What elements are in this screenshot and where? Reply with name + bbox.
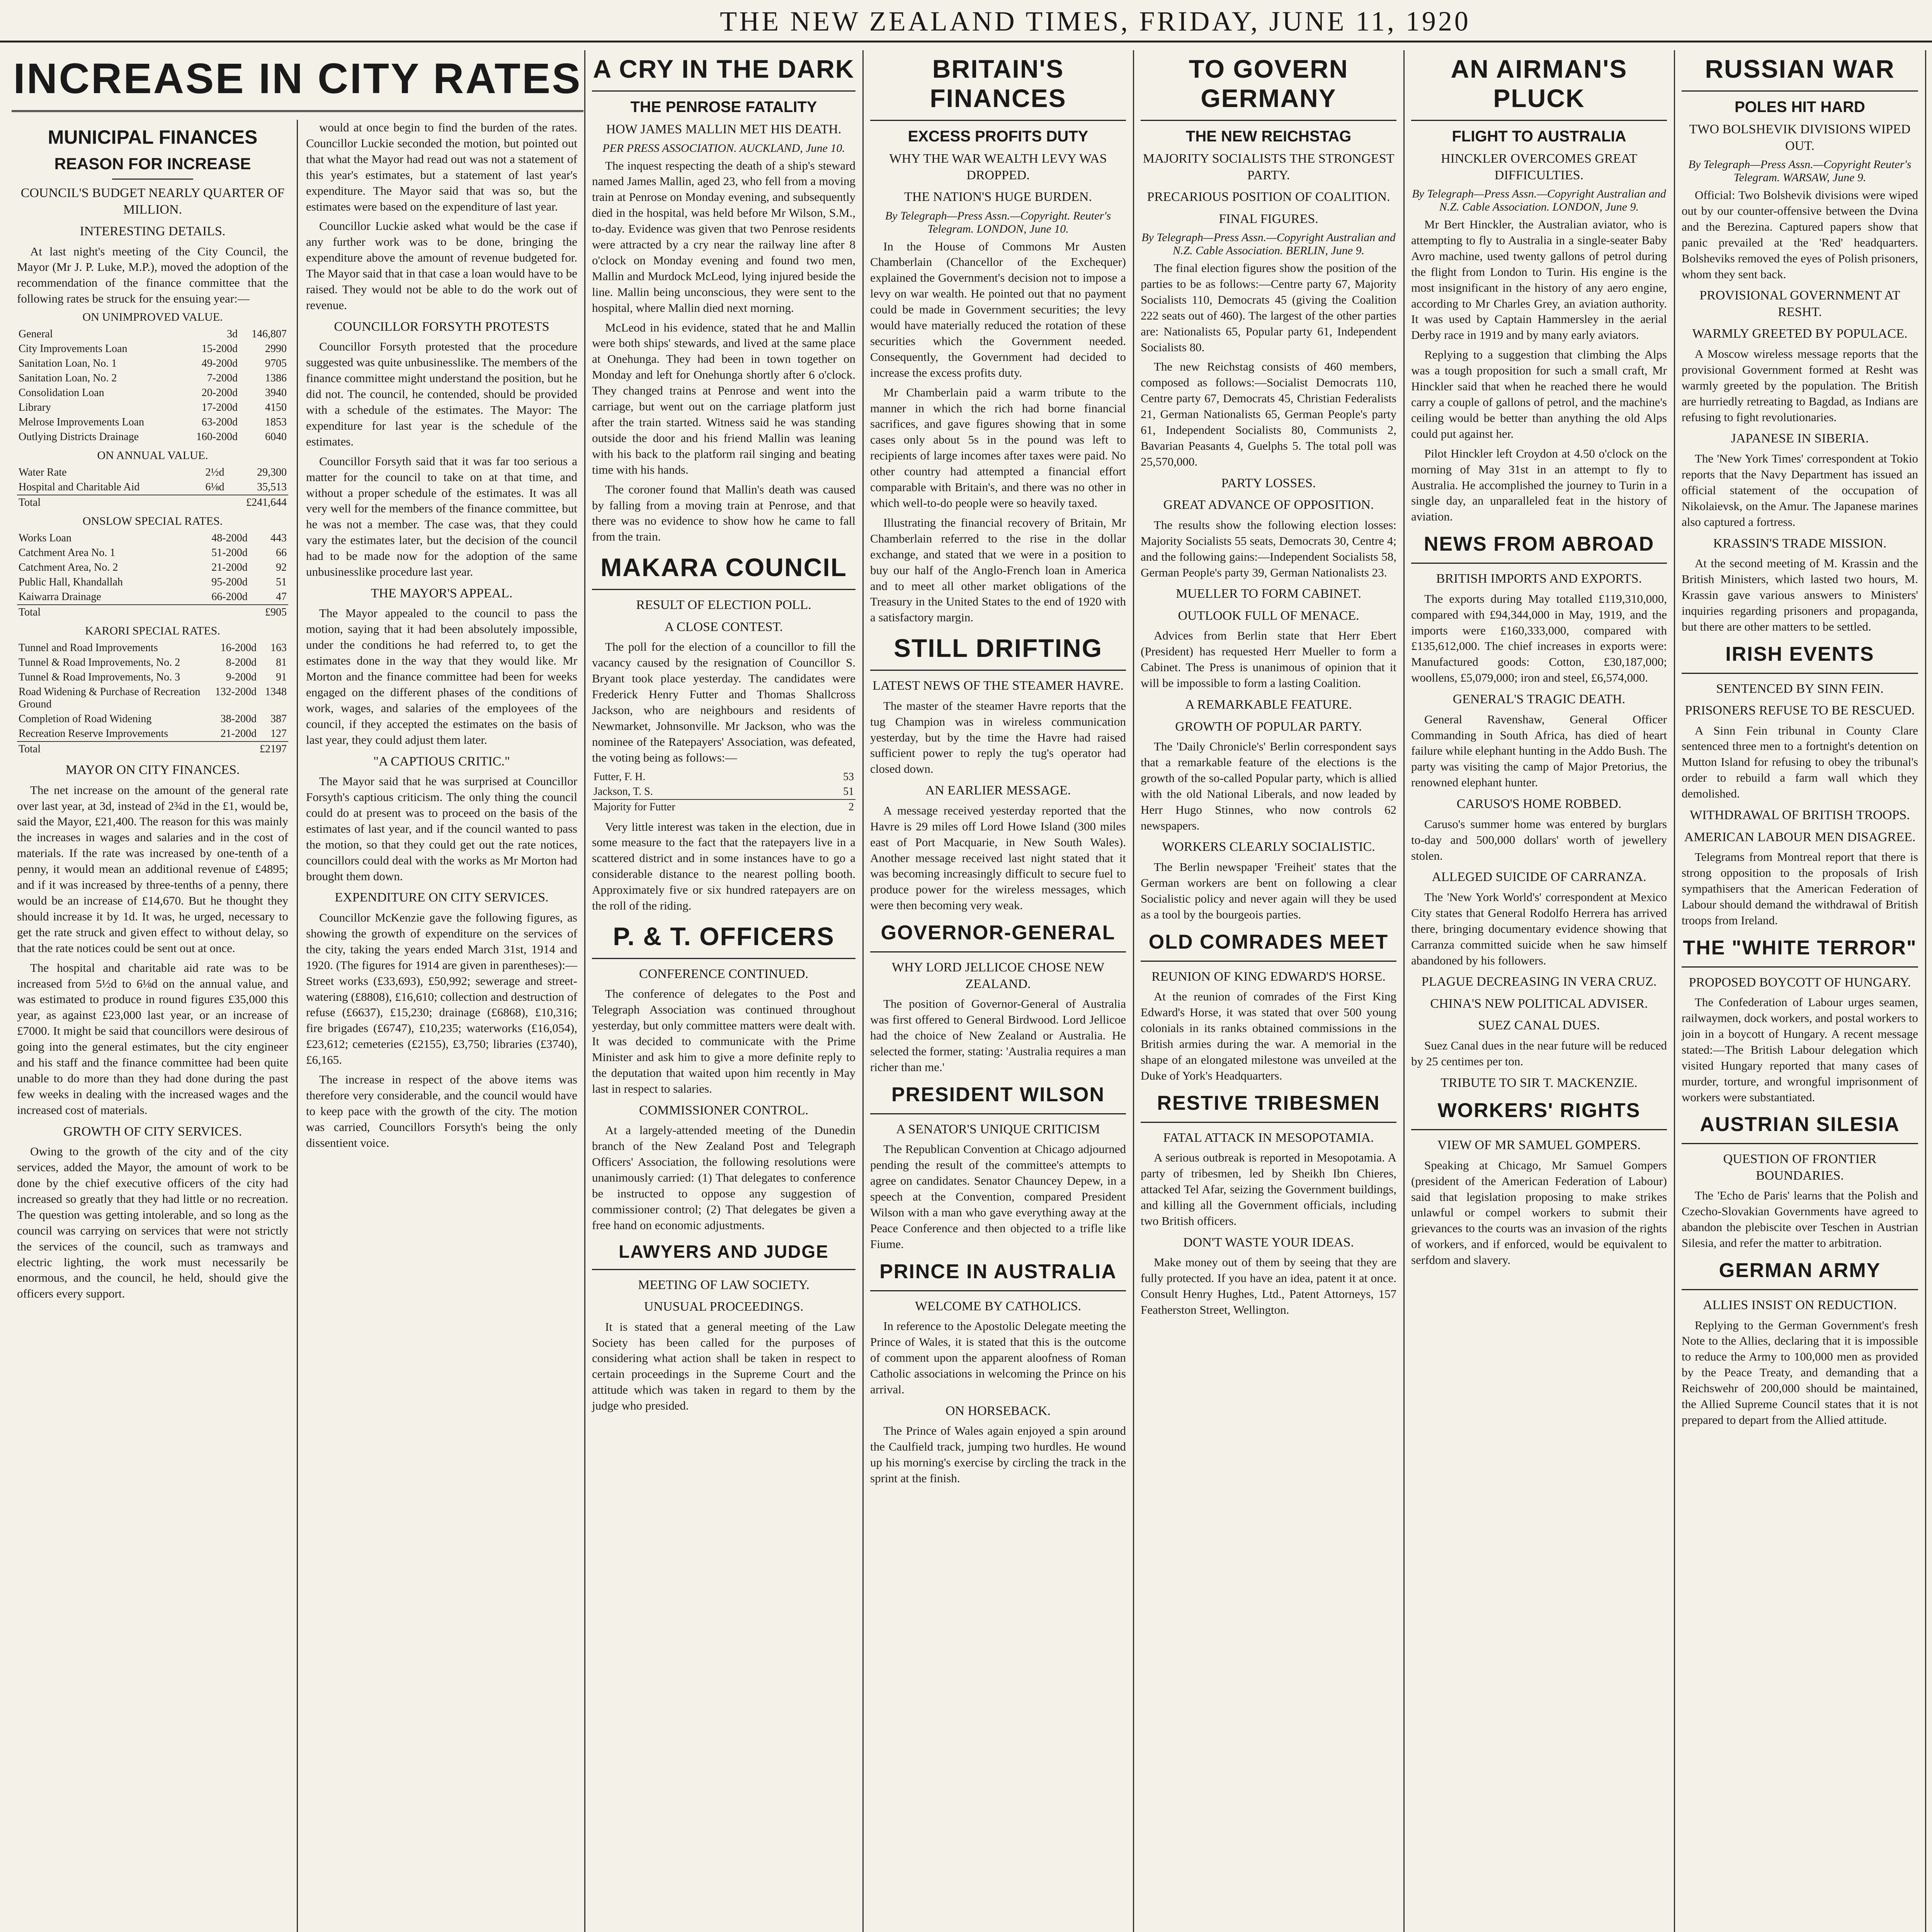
irish-paragraph-2: Telegrams from Montreal report that there is strong opposition to the proposals of Irish sympathisers that the American Federation of Labour should demand the withdrawal of British troops from Ireland.: [1682, 850, 1918, 927]
onslow-rates-table: [17, 531, 288, 620]
table-value-cell: 1386: [265, 372, 287, 384]
carranza-paragraph: The 'New York World's' correspondent at Mexico City states that General Rodolfo Herrera has arrived there, bringing documentary evidence showing that Carranza committed suicide when he saw himself abandoned by his followers.: [1411, 890, 1667, 967]
table-value-cell: 21-200d: [220, 728, 257, 740]
table-label-cell: Hospital and Charitable Aid: [19, 481, 140, 493]
table-row: [17, 546, 288, 560]
president-wilson-banner: PRESIDENT WILSON: [870, 1079, 1126, 1114]
siberia-paragraph: The 'New York Times' correspondent at Tokio reports that the Navy Department has issued an official statement of the occupation of Nikolaievsk, on the Amur. The Japanese marines also captured a fortress.: [1682, 451, 1918, 529]
dateline: By Telegraph—Press Assn.—Copyright Reuter's Telegram. WARSAW, June 9.: [1688, 158, 1912, 184]
governor-general-banner: GOVERNOR-GENERAL: [870, 917, 1126, 952]
hinckler-subheading: HINCKLER OVERCOMES GREAT DIFFICULTIES.: [1440, 151, 1638, 182]
krassin-paragraph: At the second meeting of M. Krassin and the British Ministers, which lasted two hours, M. Krassin gave various answers to Ministers' inquiries regarding prisoners and propaganda, but there are other matters to be settled.: [1682, 556, 1918, 633]
table-row: [592, 784, 855, 799]
reichstag-paragraph-5: The 'Daily Chronicle's' Berlin correspondent says that a remarkable feature of the elections is the growth of the so-called Popular party, which is allied with the old National Liberals, and now leaded by Herr Hugo Stinnes, who now controls 62 newspapers.: [1141, 740, 1396, 832]
table-row: [17, 400, 288, 415]
captious-critic-heading: "A CAPTIOUS CRITIC.": [373, 754, 510, 769]
table-value-cell: £241,644: [226, 495, 288, 510]
patent-advert: Make money out of them by seeing that they are fully protected. If you have an idea, patent it at once. Consult Henry Hughes, Ltd., Patent Attorneys, 157 Featherston Street, Wellington.: [1141, 1255, 1396, 1316]
pt-paragraph-2: At a largely-attended meeting of the Dunedin branch of the New Zealand Post and Telegraph Officers' Association, the following resolutions were unanimously carried: (1) That delegates to conference be instructed to oppose any suggestion of commissioner control; (2) That delegates be given a free hand on economic adjustments.: [592, 1123, 855, 1232]
table-value-cell: 29,300: [257, 466, 287, 479]
table-label-cell: Road Widening & Purchase of Recreation Ground: [19, 686, 201, 711]
divider: [112, 179, 194, 180]
airman-paragraph-2: Replying to a suggestion that climbing the Alps was a tough proposition for such a small craft, Mr Hinckler said that when he reached there he would carry a couple of gallons of petrol, and the machine's ceiling would be better than anything the old Alps could put against her.: [1411, 348, 1667, 440]
troops-subheading: WITHDRAWAL OF BRITISH TROOPS.: [1690, 808, 1910, 823]
table-value-cell: 1853: [265, 416, 287, 429]
irish-paragraph-1: A Sinn Fein tribunal in County Clare sentenced three men to a fortnight's detention on Mutton Island for refusing to obey the tribunal's order to rebuild a farm wall which they demolished.: [1682, 723, 1918, 801]
table-row: [17, 590, 288, 605]
table-value-cell: £2197: [258, 742, 288, 757]
table-label-cell: Completion of Road Widening: [19, 713, 152, 725]
dateline: By Telegraph—Press Assn.—Copyright Australian and N.Z. Cable Association. BERLIN, June 9.: [1141, 231, 1396, 257]
table-row: [17, 327, 288, 342]
masthead: [0, 0, 1932, 43]
restive-tribesmen-banner: RESTIVE TRIBESMEN: [1141, 1088, 1396, 1123]
china-adviser-subheading: CHINA'S NEW POLITICAL ADVISER.: [1430, 996, 1648, 1011]
karori-rates-table: [17, 641, 288, 757]
table-value-cell: 66: [276, 547, 287, 559]
budget-subheading: COUNCIL'S BUDGET NEARLY QUARTER OF MILLION.: [20, 186, 285, 217]
intro-paragraph: At last night's meeting of the City Council, the Mayor (Mr J. P. Luke, M.P.), moved the adoption of the recommendation of the finance committee that the following rates be struck for the ensuing year:—: [17, 244, 288, 306]
table-row: [17, 386, 288, 400]
suez-paragraph: Suez Canal dues in the near future will be reduced by 25 centimes per ton.: [1411, 1038, 1667, 1068]
mayors-appeal-heading: THE MAYOR'S APPEAL.: [371, 586, 513, 600]
flight-heading: FLIGHT TO AUSTRALIA: [1452, 128, 1626, 145]
table-value-cell: 7-200d: [207, 372, 238, 384]
council-paragraph-2: Councillor Luckie asked what would be the case if any further work was to be done, bringing the expenditure above the amount of revenue budgeted for. The Mayor said that in that case a loan would have to be raised. They would not be able to do the work out of revenue.: [306, 219, 577, 312]
mayor-paragraph-1: The net increase on the amount of the general rate over last year, at 3d, instead of 2¾d in the £1, would be, said the Mayor, £21,400. The reason for this was mainly the increases in wages and salaries and in the cost of materials. If the rate was increased by one-tenth of a penny, it would mean an additional revenue of £4895; and if it was increased by three-tenths of a penny, there would be an increase of £14,670. But he thought they should increase it by 1d. It was, he urged, necessary to get the rate struck and given effect to without delay, so that the rate notices could be sent out at once.: [17, 783, 288, 955]
table-value-cell: 387: [270, 713, 287, 725]
table-row: [17, 531, 288, 546]
table-value-cell: 21-200d: [211, 561, 248, 574]
table-row: [17, 342, 288, 356]
column-rule: [584, 50, 585, 1932]
russian-war-banner: RUSSIAN WAR: [1682, 50, 1918, 92]
havre-paragraph-2: A message received yesterday reported that the Havre is 29 miles off Lord Howe Island (300 miles east of Port Macquarie, in New South Wales). Another message received last night stated that it was becoming increasingly difficult to secure fuel to produce power for the wireless messages, which were then becoming very weak.: [870, 803, 1126, 912]
table-value-cell: 4150: [265, 401, 287, 414]
reichstag-paragraph-1: The final election figures show the position of the parties to be as follows:—Centre party 67, Majority Socialists 110, Democrats 45 (giving the Coalition 222 seats out of 460). The largest of the other parties are: Nationalists 65, Popular party 61, Independent Socialists 80.: [1141, 261, 1396, 354]
silesia-paragraph: The 'Echo de Paris' learns that the Polish and Czecho-Slovakian Governments have agreed to abandon the plebiscite over Teschen in Austrian Silesia, and refer the matter to arbitration.: [1682, 1189, 1918, 1250]
suez-subheading: SUEZ CANAL DUES.: [1478, 1018, 1600, 1033]
table-row: [17, 712, 288, 726]
lawyers-paragraph: It is stated that a general meeting of the Law Society has been called for the purposes of considering what action shall be taken in respect to certain proceedings in the Supreme Court and the attitude which was taken in regard to them by the judge who presided.: [592, 1320, 855, 1413]
airman-paragraph-3: Pilot Hinckler left Croydon at 4.50 o'clock on the morning of May 31st in an attempt to fly to Australia. He accomplished the journey to Turin in a single day, an unparalleled feat in the history of aviation.: [1411, 446, 1667, 524]
resht-paragraph: A Moscow wireless message reports that the provisional Government formed at Resht was warmly greeted by the population. The British are hurriedly retreating to Bagdad, as Indians are refusing to fight revolutionaries.: [1682, 347, 1918, 424]
table-label-cell: General: [19, 328, 53, 340]
krassin-subheading: KRASSIN'S TRADE MISSION.: [1713, 536, 1887, 551]
airman-paragraph-1: Mr Bert Hinckler, the Australian aviator, who is attempting to fly to Australia in a single-seater Baby Avro machine, used twenty gallons of petrol during the flight from London to Turin. His engine is the most insignificant in the history of any aero engine, according to Mr Charles Grey, an aviation authority. It was used by Captain Hammersley in the aerial Derby race in 1919 and by many early aviators.: [1411, 218, 1667, 342]
reichstag-paragraph-6: The Berlin newspaper 'Freiheit' states that the German workers are bent on following a clear Socialistic policy and never again will they be used as a tool by the bourgeois parties.: [1141, 860, 1396, 921]
city-rates-col-a: [12, 120, 294, 1306]
table-label-cell: Sanitation Loan, No. 2: [19, 372, 117, 384]
airman-banner: AN AIRMAN'S PLUCK: [1411, 50, 1667, 121]
column-2: [587, 50, 861, 1932]
german-army-paragraph: Replying to the German Government's fresh Note to the Allies, declaring that it is impossible to reduce the Army to 100,000 men as provided by the Peace Treaty, and demanding that a Reichswehr of 200,000 should be maintained, the Allied Supreme Council states that it is not prepared to depart from the Allied attitude.: [1682, 1318, 1918, 1427]
poles-heading: POLES HIT HARD: [1735, 99, 1865, 116]
council-paragraph-1: would at once begin to find the burden of the rates. Councillor Luckie seconded the motion, but pointed out that what the Mayor had read out was not a statement of this year's estimates, but a statement of last year's expenditure. The Mayor said that was so, but the estimates were based on the expenditure of last year.: [306, 121, 577, 213]
mallin-subheading: HOW JAMES MALLIN MET HIS DEATH.: [606, 122, 842, 136]
table-value-cell: £905: [249, 605, 288, 620]
city-rates-article: [12, 50, 583, 1932]
table-value-cell: 48-200d: [211, 532, 248, 544]
german-army-banner: GERMAN ARMY: [1682, 1255, 1918, 1290]
table-label-cell: Tunnel & Road Improvements, No. 2: [19, 656, 180, 669]
table-value-cell: 163: [270, 642, 287, 654]
gompers-subheading: VIEW OF MR SAMUEL GOMPERS.: [1437, 1138, 1641, 1153]
havre-paragraph-1: The master of the steamer Havre reports that the tug Champion was in wireless communication yesterday, but by the time the Havre had raised sufficient power to reply the tug's operator had closed down.: [870, 699, 1126, 776]
penrose-heading: THE PENROSE FATALITY: [630, 99, 817, 116]
table-label-cell: Melrose Improvements Loan: [19, 416, 145, 429]
expenditure-paragraph-2: The increase in respect of the above items was therefore very considerable, and the council would have to keep pace with the growth of the city. The motion was carried, Councillors Forsyth's being the only dissentient voice.: [306, 1073, 577, 1150]
bolshevik-subheading: TWO BOLSHEVIK DIVISIONS WIPED OUT.: [1689, 122, 1911, 153]
havre-subheading: LATEST NEWS OF THE STEAMER HAVRE.: [872, 679, 1124, 693]
expenditure-heading: EXPENDITURE ON CITY SERVICES.: [335, 890, 549, 905]
table-label-cell: Works Loan: [19, 532, 71, 544]
sinn-fein-subheading: SENTENCED BY SINN FEIN.: [1716, 681, 1884, 696]
table-value-cell: 35,513: [257, 481, 287, 493]
column-rule: [1133, 50, 1134, 1932]
table-label-cell: Tunnel & Road Improvements, No. 3: [19, 671, 180, 684]
municipal-finances-heading: MUNICIPAL FINANCES: [48, 126, 258, 148]
plague-subheading: PLAGUE DECREASING IN VERA CRUZ.: [1421, 975, 1657, 989]
unusual-subheading: UNUSUAL PROCEEDINGS.: [644, 1299, 804, 1314]
comrades-paragraph: At the reunion of comrades of the First King Edward's Horse, it was stated that over 500 young colonials in its ranks obtained commissions in the British armies during the war. A memorial in the shape of an elongated milestone was unveiled at the Duke of York's Headquarters.: [1141, 990, 1396, 1082]
table-value-cell: 51: [276, 576, 287, 588]
table-value-cell: 51: [843, 785, 854, 798]
growth-heading: GROWTH OF CITY SERVICES.: [63, 1124, 242, 1139]
table-row: [17, 495, 288, 510]
remarkable-feature-subheading: A REMARKABLE FEATURE.: [1185, 697, 1352, 712]
general-death-subheading: GENERAL'S TRAGIC DEATH.: [1452, 692, 1626, 707]
cry-in-dark-banner: A CRY IN THE DARK: [592, 50, 855, 92]
table-value-cell: 160-200d: [196, 431, 238, 443]
prince-paragraph-1: In reference to the Apostolic Delegate meeting the Prince of Wales, it is stated that this is the outcome of comment upon the apparent aloofness of Roman Catholic associations in welcoming the Prince on his arrival.: [870, 1319, 1126, 1396]
mueller-subheading: MUELLER TO FORM CABINET.: [1176, 587, 1361, 601]
commissioner-subheading: COMMISSIONER CONTROL.: [639, 1103, 809, 1117]
table-value-cell: 6⅛d: [205, 481, 224, 493]
finance-paragraph-3: Illustrating the financial recovery of Britain, Mr Chamberlain referred to the rise in the dollar exchange, and stated that we were in a position to buy our half of the Anglo-French loan in America and to meet all other market obligations of the Treasury in the United States to the end of 1920 with a satisfactory margin.: [870, 515, 1126, 624]
mackenzie-subheading: TRIBUTE TO SIR T. MACKENZIE.: [1440, 1075, 1638, 1090]
makara-banner: MAKARA COUNCIL: [592, 549, 855, 590]
britains-finances-banner: BRITAIN'S FINANCES: [870, 50, 1126, 121]
dateline: By Telegraph—Press Assn.—Copyright. Reuter's Telegram. LONDON, June 10.: [885, 209, 1111, 235]
table-row: [17, 415, 288, 430]
table-row: [17, 742, 288, 757]
earlier-message-subheading: AN EARLIER MESSAGE.: [925, 783, 1071, 798]
majority-socialists-subheading: MAJORITY SOCIALISTS THE STRONGEST PARTY.: [1143, 151, 1395, 182]
table-row: [17, 430, 288, 444]
table-value-cell: 38-200d: [220, 713, 257, 725]
column-rule: [297, 120, 298, 1932]
table-value-cell: 16-200d: [220, 642, 257, 654]
table-label-cell: Sanitation Loan, No. 1: [19, 357, 117, 370]
table-label-cell: Catchment Area, No. 2: [19, 561, 118, 574]
table-value-cell: 95-200d: [211, 576, 248, 588]
table-row: [17, 575, 288, 590]
wilson-paragraph: The Republican Convention at Chicago adjourned pending the result of the committee's attempts to agree on candidates. Senator Chauncey Depew, in a speech at the Convention, compared President Wilson with a man who gave everything away at the Peace Conference and then objected to a trifle like Fiume.: [870, 1142, 1126, 1251]
critic-paragraph: The Mayor said that he was surprised at Councillor Forsyth's captious criticism. The only thing the council could do at present was to proceed on the basis of the estimates of last year, and if the council wanted to pass the motion, so that they could get out the rate notices, councillors could deal with the works as Mr Morton had brought them down.: [306, 774, 577, 883]
table-value-cell: 9-200d: [226, 671, 257, 684]
table-row: [17, 670, 288, 685]
table-row: [17, 480, 288, 495]
workers-rights-banner: WORKERS' RIGHTS: [1411, 1095, 1667, 1130]
table-value-cell: 20-200d: [201, 387, 238, 399]
details-subheading: INTERESTING DETAILS.: [80, 224, 226, 238]
table-value-cell: 92: [276, 561, 287, 574]
table-value-cell: 443: [270, 532, 287, 544]
reichstag-heading: THE NEW REICHSTAG: [1185, 128, 1352, 145]
table-label-cell: Tunnel and Road Improvements: [19, 642, 158, 654]
table-label-cell: Jackson, T. S.: [594, 785, 653, 798]
labour-disagree-subheading: AMERICAN LABOUR MEN DISAGREE.: [1684, 830, 1916, 844]
carranza-subheading: ALLEGED SUICIDE OF CARRANZA.: [1432, 870, 1646, 884]
excess-profits-heading: EXCESS PROFITS DUTY: [908, 128, 1088, 145]
table-value-cell: 2½d: [205, 466, 224, 479]
jellicoe-paragraph: The position of Governor-General of Australia was first offered to General Birdwood. Lord Jellicoe had the choice of New Zealand or Australia. He selected the former, stating: 'Australia requires a man richer than me.': [870, 997, 1126, 1074]
table-label-cell: Consolidation Loan: [19, 387, 104, 399]
table-value-cell: 47: [276, 591, 287, 603]
table-value-cell: 9705: [265, 357, 287, 370]
table-value-cell: 1348: [265, 686, 287, 698]
dateline: PER PRESS ASSOCIATION. AUCKLAND, June 10.: [602, 141, 845, 155]
senator-subheading: A SENATOR'S UNIQUE CRITICISM: [896, 1122, 1100, 1136]
table-value-cell: 91: [276, 671, 287, 684]
table-value-cell: 63-200d: [201, 416, 238, 429]
white-terror-banner: THE "WHITE TERROR": [1682, 932, 1918, 968]
general-paragraph: General Ravenshaw, General Officer Commanding in South Africa, has died of heart failure while elephant hunting in the Addo Bush. The party was visiting the camp of Major Pretorius, the renowned elephant hunter.: [1411, 712, 1667, 789]
table-label-cell: Outlying Districts Drainage: [19, 431, 139, 443]
final-figures-subheading: FINAL FIGURES.: [1219, 211, 1318, 226]
table-label-cell: Water Rate: [19, 466, 67, 479]
city-rates-col-b: [301, 120, 583, 1155]
mayor-paragraph-2: The hospital and charitable aid rate was to be increased from 5½d to 6⅛d on the annual value, and was estimated to produce in round figures £35,000 this year, as against £23,000 last year, or an increase of £7000. It might be said that councillors were desirous of going into the general estimates, but the city engineer and his staff and the finance committee had been quite unable to do more than they had done during the past few weeks in dealing with the increased wages and the increased cost of materials.: [17, 961, 288, 1117]
table-label-cell: Majority for Futter: [592, 799, 818, 815]
reduction-subheading: ALLIES INSIST ON REDUCTION.: [1703, 1298, 1897, 1313]
table-row: [17, 356, 288, 371]
huge-burden-subheading: THE NATION'S HUGE BURDEN.: [904, 190, 1092, 204]
table-value-cell: 2: [818, 799, 855, 815]
table-value-cell: 49-200d: [201, 357, 238, 370]
reichstag-paragraph-4: Advices from Berlin state that Herr Ebert (President) has requested Herr Mueller to form a Cabinet. The Press is unanimous of opinion that it will be impossible to form a lasting Coalition.: [1141, 629, 1396, 690]
finance-paragraph-2: Mr Chamberlain paid a warm tribute to the manner in which the rich had borne financial sacrifices, and gave figures showing that in some cases only about 5s in the pound was left to recipients of large incomes after taxes were paid. No other country had attempted a financial effort comparable with Britain's, and there was no other in which well-to-do people were so heavily taxed.: [870, 385, 1126, 510]
table-value-cell: 81: [276, 656, 287, 669]
mayor-finances-heading: MAYOR ON CITY FINANCES.: [65, 763, 240, 777]
table-row: [17, 371, 288, 386]
ideas-subheading: DON'T WASTE YOUR IDEAS.: [1183, 1235, 1354, 1250]
menace-subheading: OUTLOOK FULL OF MENACE.: [1178, 608, 1359, 623]
table-row: [17, 726, 288, 742]
austrian-silesia-banner: AUSTRIAN SILESIA: [1682, 1109, 1918, 1144]
appeal-paragraph: The Mayor appealed to the council to pass the motion, saying that it had been absolutely impossible, under the conditions he had referred to, to get the estimates done in the way that they would like. Mr Morton and the finance committee had been for weeks engaged on the different phases of the conditions of work, wages, and salaries of the employees of the council, if they accepted the estimates on the basis of last year, they could adjust them later.: [306, 606, 577, 747]
table-row: [17, 641, 288, 655]
reason-heading: REASON FOR INCREASE: [54, 155, 251, 173]
table-value-cell: 17-200d: [201, 401, 238, 414]
imports-paragraph: The exports during May totalled £119,310,000, compared with £94,344,000 in May, 1919, and the imports were £160,333,000, compared with £135,612,000. The chief increases in exports were: Manufactured goods: Cotton, £30,187,000; woollens, £5,079,000; iron and steel, £6,574,000.: [1411, 592, 1667, 685]
unimproved-rates-table: [17, 327, 288, 444]
table-value-cell: [194, 495, 226, 510]
table-label-cell: Public Hall, Khandallah: [19, 576, 123, 588]
king-edwards-subheading: REUNION OF KING EDWARD'S HORSE.: [1151, 969, 1386, 984]
column-6: [1676, 50, 1923, 1932]
annual-table-title: ON ANNUAL VALUE.: [97, 449, 208, 462]
table-label-cell: Total: [17, 742, 214, 757]
table-label-cell: Total: [17, 495, 194, 510]
forsyth-paragraph-1: Councillor Forsyth protested that the procedure suggested was quite unbusinesslike. The members of the finance committee might understand the position, but he did not. The council, he contended, should be provided with a schedule of the estimates. The Mayor: The expenditure for last year is the schedule of the estimates.: [306, 340, 577, 448]
column-rule: [1403, 50, 1405, 1932]
table-value-cell: 8-200d: [226, 656, 257, 669]
table-row: [592, 770, 855, 784]
finance-paragraph-1: In the House of Commons Mr Austen Chamberlain (Chancellor of the Exchequer) explained the Government's decision not to impose a levy on war wealth. He pointed out that no payment could be made in Government securities; the levy would have materially reduced the rotation of these securities which the Government needed. Consequently, the Government had decided to increase the excess profits duty.: [870, 239, 1126, 379]
law-society-subheading: MEETING OF LAW SOCIETY.: [638, 1277, 810, 1292]
column-5: [1406, 50, 1672, 1932]
table-value-cell: 3940: [265, 387, 287, 399]
old-comrades-banner: OLD COMRADES MEET: [1141, 927, 1396, 962]
gompers-paragraph: Speaking at Chicago, Mr Samuel Gompers (president of the American Federation of Labour) said that legislation proposing to make strikes unlawful or compel workers to submit their grievances to the courts was an invasion of the rights of workers, and if enforced, would be equivalent to serfdom and slavery.: [1411, 1158, 1667, 1267]
growth-paragraph: Owing to the growth of the city and of the city services, added the Mayor, the amount of work to be done by the chief executive officers of the city had increased so greatly that they had little or no recreation. The question was getting intolerable, and so long as the council was carrying on services that were not strictly the services of the council, such as tramways and electric lighting, the work must necessarily be enormous, and the council, he held, should give the officers every support.: [17, 1145, 288, 1301]
column-rule: [1674, 50, 1675, 1932]
reichstag-paragraph-2: The new Reichstag consists of 460 members, composed as follows:—Socialist Democrats 110, Centre party 67, Democrats 45, Christian Federalists 21, German Nationalists 65, German People's party 61, Independent Socialists 80, Communists 2, Bavarian Peasants 4, Guelphs 5. The total poll was 25,570,000.: [1141, 360, 1396, 468]
expenditure-paragraph-1: Councillor McKenzie gave the following figures, as showing the growth of expenditure on the services of the city, taking the years ended March 31st, 1914 and 1920. (The figures for 1914 are given in parentheses):—Street works (£33,693), £50,992; sewerage and street-watering (£8808), £16,610; collection and destruction of refuse (£6637), £15,230; drainage (£6868), £10,316; fire brigades (£6747), £10,235; waterworks (£16,054), £23,612; cemeteries (£2155), £3,750; libraries (£3740), £6,165.: [306, 910, 577, 1067]
caruso-paragraph: Caruso's summer home was entered by burglars to-day and 500,000 dollars' worth of jewellery stolen.: [1411, 817, 1667, 862]
reichstag-paragraph-3: The results show the following election losses: Majority Socialists 55 seats, Democrats 30, Centre 4; and the following gains:—Independent Socialists 58, German People's party 39, German Nationalists 23.: [1141, 518, 1396, 579]
forsyth-paragraph-2: Councillor Forsyth said that it was far too serious a matter for the council to take on at that time, and without a proper schedule of the estimates. It was all very well for the members of the finance committee, but he was not a member. The case was, that they could vary the estimates later, but the decision of the council had to be made now for the adoption of the same unbusinesslike procedure last year.: [306, 454, 577, 579]
pt-officers-banner: P. & T. OFFICERS: [592, 918, 855, 959]
table-row: [17, 685, 288, 712]
popular-party-subheading: GROWTH OF POPULAR PARTY.: [1175, 719, 1362, 734]
city-rates-banner: INCREASE IN CITY RATES: [12, 50, 583, 112]
table-label-cell: Total: [17, 605, 187, 620]
makara-paragraph-2: Very little interest was taken in the election, due in some measure to the fact that the ratepayers live in a scattered district and in some instances have to go a considerable distance to the nearest polling booth. Approximately five or six hundred ratepayers are on the roll of the riding.: [592, 820, 855, 913]
govern-germany-banner: TO GOVERN GERMANY: [1141, 50, 1396, 121]
penrose-paragraph-2: McLeod in his evidence, stated that he and Mallin were both ships' stewards, and lived at the same place at Onehunga. They had been in town together on Monday and left for Onehunga shortly after 6 o'clock. They changed trains at Penrose and went into the carriage, but went out on the carriage platform just after the train started. Witness said he was standing outside the door and his friend Mallin was leaning with his back to the platform rail singing and beating time with his hands.: [592, 320, 855, 476]
resht-subheading: PROVISIONAL GOVERNMENT AT RESHT.: [1699, 288, 1900, 319]
catholics-subheading: WELCOME BY CATHOLICS.: [915, 1299, 1082, 1313]
horseback-subheading: ON HORSEBACK.: [945, 1403, 1051, 1418]
lawyers-banner: LAWYERS AND JUDGE: [592, 1237, 855, 1270]
table-label-cell: City Improvements Loan: [19, 343, 128, 355]
masthead-title: THE NEW ZEALAND TIMES, FRIDAY, JUNE 11, 1920: [720, 6, 1471, 37]
poll-results-table: [592, 770, 855, 815]
newspaper-columns: [12, 50, 1932, 1932]
column-rule: [1925, 50, 1926, 1932]
table-label-cell: Kaiwarra Drainage: [19, 591, 101, 603]
table-row: [17, 560, 288, 575]
table-row: [592, 799, 855, 815]
table-value-cell: 15-200d: [201, 343, 238, 355]
workers-subheading: WORKERS CLEARLY SOCIALISTIC.: [1162, 840, 1375, 854]
table-value-cell: 66-200d: [211, 591, 248, 603]
pt-paragraph-1: The conference of delegates to the Post and Telegraph Association was continued throughout yesterday, but only committee matters were dealt with. It was decided to communicate with the Prime Minister and ask him to give a more definite reply to the deputation that waited upon him recently in May last in respect to salaries.: [592, 987, 855, 1095]
column-4: [1135, 50, 1402, 1932]
table-value-cell: 132-200d: [215, 686, 257, 698]
table-value-cell: 127: [270, 728, 287, 740]
still-drifting-banner: STILL DRIFTING: [870, 629, 1126, 671]
prince-banner: PRINCE IN AUSTRALIA: [870, 1256, 1126, 1291]
table-value-cell: 51-200d: [211, 547, 248, 559]
election-poll-subheading: RESULT OF ELECTION POLL.: [636, 598, 811, 612]
mesopotamia-subheading: FATAL ATTACK IN MESOPOTAMIA.: [1163, 1130, 1374, 1145]
table-value-cell: 6040: [265, 431, 287, 443]
boycott-subheading: PROPOSED BOYCOTT OF HUNGARY.: [1689, 975, 1911, 990]
table-label-cell: Futter, F. H.: [594, 770, 646, 783]
table-row: [17, 655, 288, 670]
annual-rates-table: [17, 465, 288, 510]
penrose-paragraph-1: The inquest respecting the death of a ship's steward named James Mallin, aged 23, who fell from a moving train at Penrose on Monday evening, and subsequently died in the hospital, was held before Mr Wilson, S.M., to-day. Evidence was given that two Penrose residents were attracted by a cry near the railway line after 8 o'clock on Monday evening and found two men, Mallin and Murdock McLeod, lying injured beside the line. Mallin being unconscious, they were sent to the hospital, where Mallin died next morning.: [592, 158, 855, 315]
prisoners-subheading: PRISONERS REFUSE TO BE RESCUED.: [1685, 703, 1915, 718]
imports-subheading: BRITISH IMPORTS AND EXPORTS.: [1436, 571, 1642, 586]
table-value-cell: 3d: [227, 328, 238, 340]
column-rule: [862, 50, 864, 1932]
forsyth-heading: COUNCILLOR FORSYTH PROTESTS: [334, 319, 549, 334]
penrose-paragraph-3: The coroner found that Mallin's death was caused by falling from a moving train at Penrose, and that there was no evidence to show how he came to fall from the train.: [592, 482, 855, 544]
siberia-subheading: JAPANESE IN SIBERIA.: [1731, 431, 1869, 446]
makara-paragraph-1: The poll for the election of a councillor to fill the vacancy caused by the resignation of Councillor S. Bryant took place yesterday. The candidates were Frederick Henry Futter and Thomas Shallcross Jackson, who are neighbours and residents of Newmarket, Johnsonville. Mr Jackson, who was the nominee of the Ratepayers' Association, was defeated, the voting being as follows:—: [592, 640, 855, 764]
column-3: [865, 50, 1131, 1932]
hungary-paragraph: The Confederation of Labour urges seamen, railwaymen, dock workers, and postal workers to join in a boycott of Hungary. A recent message stated:—The British Labour delegation which visited Hungary reported that many cases of murder, torture, and wrongful imprisonment of workers were substantiated.: [1682, 995, 1918, 1104]
table-value-cell: 146,807: [252, 328, 287, 340]
poles-paragraph: Official: Two Bolshevik divisions were wiped out by our counter-offensive between the Dvina and the Berezina. Captured papers show that panic prevailed at the 'Red' headquarters. Bolsheviks removed the eyes of Polish prisoners, whom they sent back.: [1682, 188, 1918, 281]
close-contest-subheading: A CLOSE CONTEST.: [664, 619, 783, 634]
table-value-cell: [214, 742, 258, 757]
prince-paragraph-2: The Prince of Wales again enjoyed a spin around the Caulfield track, jumping two hurdles. He wound up his morning's exercise by circling the track in the sprint at the finish.: [870, 1424, 1126, 1485]
column-7: [1927, 50, 1932, 1932]
onslow-table-title: ONSLOW SPECIAL RATES.: [82, 515, 223, 528]
karori-table-title: KARORI SPECIAL RATES.: [85, 624, 220, 638]
table-label-cell: Catchment Area No. 1: [19, 547, 116, 559]
table-label-cell: Library: [19, 401, 51, 414]
news-abroad-banner: NEWS FROM ABROAD: [1411, 529, 1667, 564]
caruso-subheading: CARUSO'S HOME ROBBED.: [1456, 797, 1622, 811]
table-row: [17, 605, 288, 620]
unimproved-table-title: ON UNIMPROVED VALUE.: [82, 311, 223, 324]
table-value-cell: 53: [843, 770, 854, 783]
coalition-subheading: PRECARIOUS POSITION OF COALITION.: [1147, 190, 1390, 204]
conference-subheading: CONFERENCE CONTINUED.: [639, 966, 809, 981]
opposition-subheading: GREAT ADVANCE OF OPPOSITION.: [1163, 498, 1374, 512]
greeted-subheading: WARMLY GREETED BY POPULACE.: [1692, 327, 1908, 341]
irish-events-banner: IRISH EVENTS: [1682, 639, 1918, 674]
jellicoe-subheading: WHY LORD JELLICOE CHOSE NEW ZEALAND.: [891, 960, 1105, 991]
table-label-cell: Recreation Reserve Improvements: [19, 728, 168, 740]
party-losses-subheading: PARTY LOSSES.: [1221, 476, 1316, 490]
table-row: [17, 465, 288, 480]
frontier-subheading: QUESTION OF FRONTIER BOUNDARIES.: [1723, 1152, 1877, 1183]
table-value-cell: 2990: [265, 343, 287, 355]
table-value-cell: [187, 605, 249, 620]
tribesmen-paragraph: A serious outbreak is reported in Mesopotamia. A party of tribesmen, led by Sheikh Ibn Chieres, attacked Tel Afar, seizing the Government buildings, and killing all the Government officials, including two British officers.: [1141, 1151, 1396, 1228]
dateline: By Telegraph—Press Assn.—Copyright Australian and N.Z. Cable Association. LONDON, June 9.: [1412, 187, 1666, 213]
war-wealth-subheading: WHY THE WAR WEALTH LEVY WAS DROPPED.: [889, 151, 1107, 182]
